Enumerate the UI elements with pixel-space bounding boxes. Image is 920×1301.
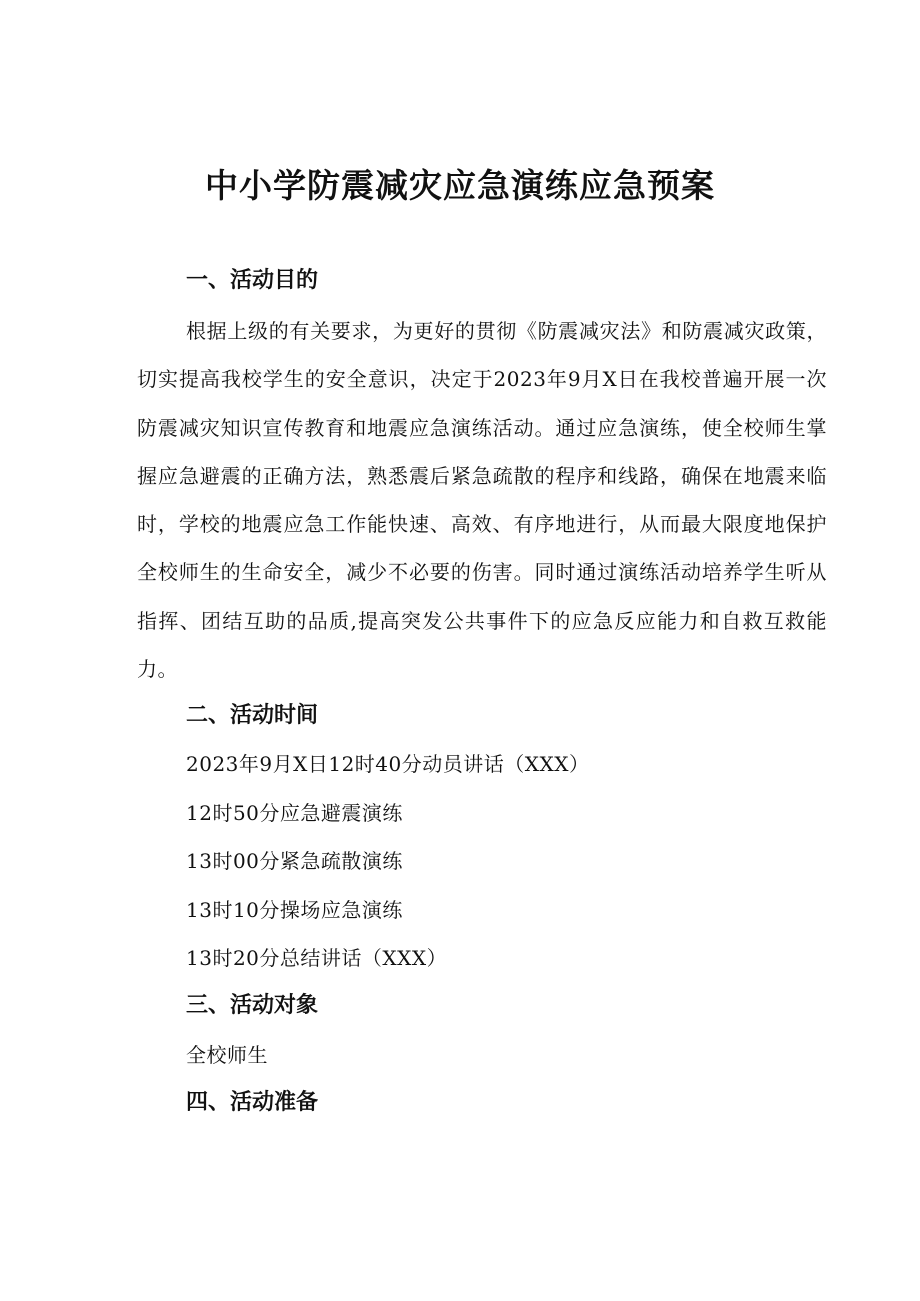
section-body-audience: 全校师生 xyxy=(186,1043,268,1067)
section-heading-purpose: 一、活动目的 xyxy=(186,268,319,293)
schedule-item: 13时20分总结讲话（XXX） xyxy=(186,946,448,970)
section-heading-audience: 三、活动对象 xyxy=(186,993,319,1018)
schedule-item: 13时00分紧急疏散演练 xyxy=(186,849,403,873)
schedule-item: 12时50分应急避震演练 xyxy=(186,801,403,825)
section-body-purpose: 根据上级的有关要求，为更好的贯彻《防震减灾法》和防震减灾政策，切实提高我校学生的安全意识，决定于2023年9月X日在我校普遍开展一次防震减灾知识宣传教育和地震应急演练活动。通过应急演练，使全校师生掌握应急避震的正确方法，熟悉震后紧急疏散的程序和线路，确保在地震来临时，学校的地震应急工作能快速、高效、有序地进行，从而最大限度地保护全校师生的生命安全，减少不必要的伤害。同时通过演练活动培养学生听从指挥、团结互助的品质,提高突发公共事件下的应急反应能力和自救互救能力。 xyxy=(137,319,827,682)
section-heading-time: 二、活动时间 xyxy=(186,703,319,728)
section-heading-preparation: 四、活动准备 xyxy=(186,1090,319,1115)
schedule-item: 13时10分操场应急演练 xyxy=(186,898,403,922)
document-title: 中小学防震减灾应急演练应急预案 xyxy=(205,166,715,205)
schedule-item: 2023年9月X日12时40分动员讲话（XXX） xyxy=(186,752,590,776)
